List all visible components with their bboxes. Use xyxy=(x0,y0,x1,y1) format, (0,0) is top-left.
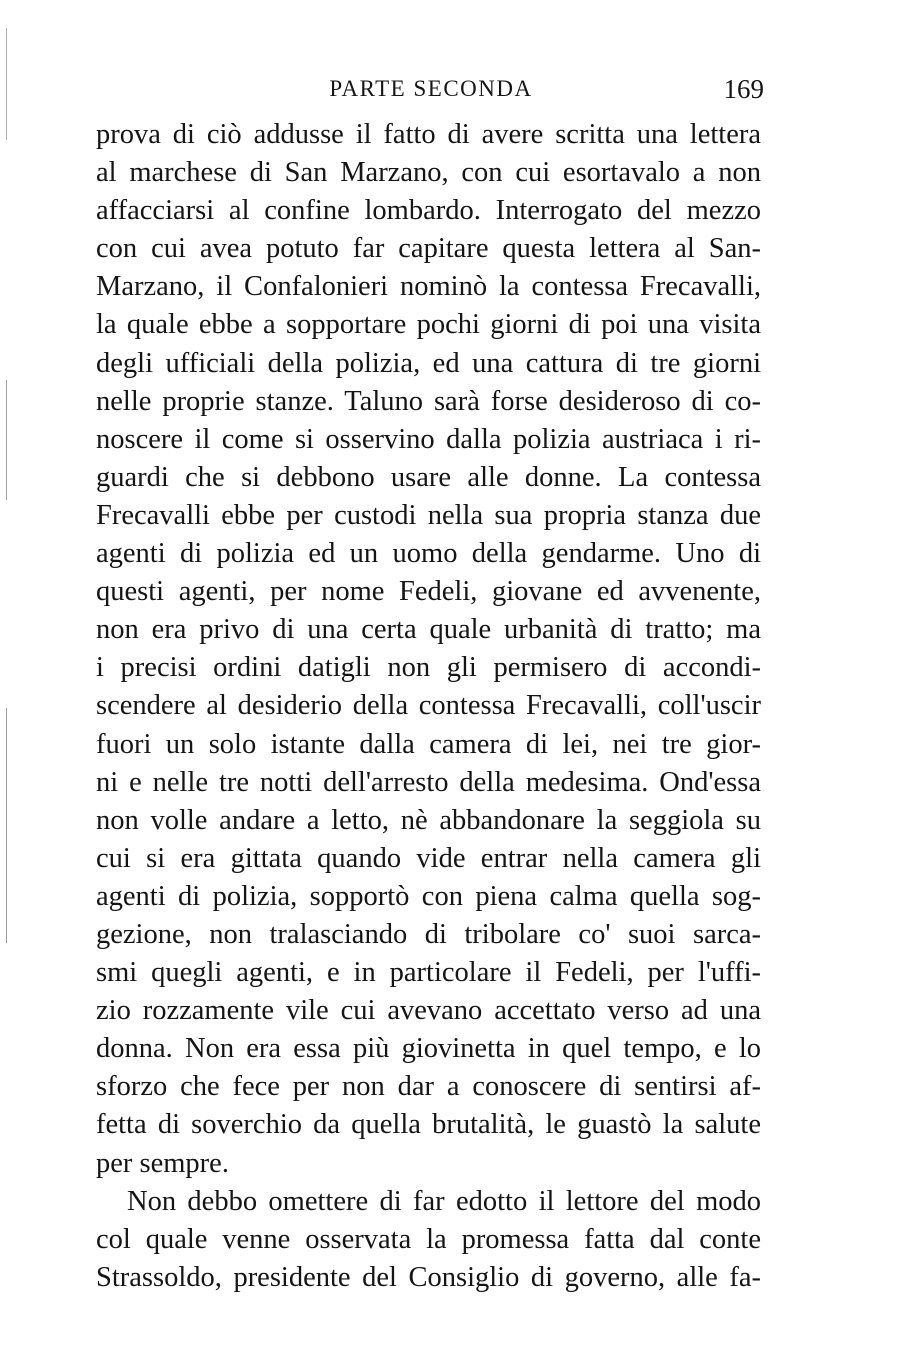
text-line: con cui avea potuto far capitare questa lettera al San- xyxy=(96,233,761,265)
text-line: agenti di polizia ed un uomo della gendarme. Uno di xyxy=(96,538,761,570)
text-line: cui si era gittata quando vide entrar nella camera gli xyxy=(96,842,761,874)
text-line: donna. Non era essa più giovinetta in quel tempo, e lo xyxy=(96,1033,761,1065)
running-title: PARTE SECONDA xyxy=(329,76,533,101)
running-head xyxy=(96,72,766,108)
text-line: gezione, non tralasciando di tribolare co' suoi sarca- xyxy=(96,918,761,950)
text-line: zio rozzamente vile cui avevano accettato verso ad una xyxy=(96,995,761,1027)
text-line: Strassoldo, presidente del Consiglio di governo, alle fa- xyxy=(96,1261,761,1293)
text-line: scendere al desiderio della contessa Frecavalli, coll'uscir xyxy=(96,690,761,722)
paragraph-last-line: per sempre. xyxy=(96,1147,229,1179)
page-number: 169 xyxy=(723,74,764,104)
text-line: non volle andare a letto, nè abbandonare la seggiola su xyxy=(96,804,761,836)
scan-edge-mark xyxy=(6,28,7,140)
text-line: smi quegli agenti, e in particolare il Fedeli, per l'uffi- xyxy=(96,957,761,989)
text-line: fetta di soverchio da quella brutalità, le guastò la salute xyxy=(96,1109,761,1141)
text-line: al marchese di San Marzano, con cui esortavalo a non xyxy=(96,157,761,189)
scan-edge-mark xyxy=(6,708,7,943)
text-line: affacciarsi al confine lombardo. Interrogato del mezzo xyxy=(96,195,761,227)
text-line: prova di ciò addusse il fatto di avere scritta una lettera xyxy=(96,119,761,150)
text-line: sforzo che fece per non dar a conoscere di sentirsi af- xyxy=(96,1071,761,1103)
text-line: guardi che si debbono usare alle donne. La contessa xyxy=(96,461,761,493)
text-line: i precisi ordini datigli non gli permisero di accondi- xyxy=(96,652,761,684)
paragraph-first-line: Non debbo omettere di far edotto il lettore del modo xyxy=(127,1185,761,1217)
text-line: agenti di polizia, sopportò con piena calma quella sog- xyxy=(96,880,761,912)
text-line: Marzano, il Confalonieri nominò la contessa Frecavalli, xyxy=(96,271,761,303)
scan-edge-mark xyxy=(6,380,7,500)
text-line: noscere il come si osservino dalla polizia austriaca i ri- xyxy=(96,423,761,455)
text-line: fuori un solo istante dalla camera di lei, nei tre gior- xyxy=(96,728,761,760)
text-line: col quale venne osservata la promessa fatta dal conte xyxy=(96,1223,761,1255)
text-line: degli ufficiali della polizia, ed una cattura di tre giorni xyxy=(96,347,761,379)
text-line: non era privo di una certa quale urbanità di tratto; ma xyxy=(96,614,761,646)
body-text xyxy=(96,116,761,1297)
text-line: ni e nelle tre notti dell'arresto della medesima. Ond'essa xyxy=(96,766,761,798)
text-line: questi agenti, per nome Fedeli, giovane ed avvenente, xyxy=(96,576,761,608)
text-line: nelle proprie stanze. Taluno sarà forse desideroso di co- xyxy=(96,385,761,417)
text-line: Frecavalli ebbe per custodi nella sua propria stanza due xyxy=(96,499,761,531)
text-line: la quale ebbe a sopportare pochi giorni di poi una visita xyxy=(96,309,761,341)
